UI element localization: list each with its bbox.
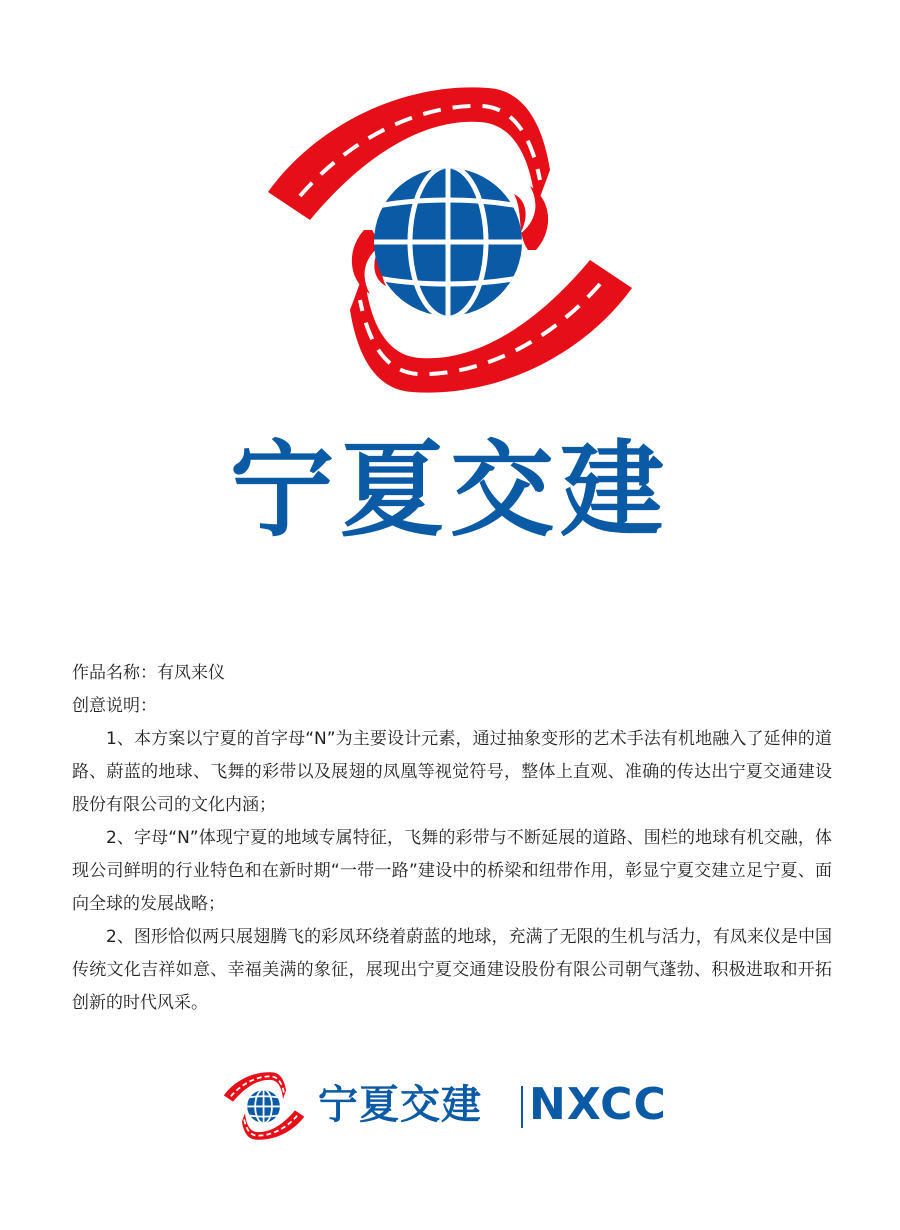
work-name: 作品名称：有凤来仪 <box>72 663 225 683</box>
description-paragraph: 2、图形恰似两只展翅腾飞的彩凤环绕着蔚蓝的地球，充满了无限的生机与活力，有凤来仪是中国传统文化吉祥如意、幸福美满的象征，展现出宁夏交通建设股份有限公司朝气蓬勃、积极进取和开拓创新的时代风采。 <box>72 927 832 1013</box>
nxcc-road-globe-logo-icon <box>260 80 640 400</box>
description-paragraph: 2、字母“N”体现宁夏的地域专属特征，飞舞的彩带与不断延展的道路、围栏的地球有机交融，体现公司鲜明的行业特色和在新时期“一带一路”建设中的桥梁和纽带作用，彰显宁夏交建立足宁夏、面向全球的发展战略； <box>72 828 832 914</box>
footer-lockup <box>222 1070 692 1140</box>
footer-brand-abbr: NXCC <box>529 1079 667 1130</box>
footer-brand-name: 宁夏交建 <box>318 1082 482 1128</box>
description-block <box>72 657 832 1020</box>
description-paragraph: 1、本方案以宁夏的首字母“N”为主要设计元素，通过抽象变形的艺术手法有机地融入了延伸的道路、蔚蓝的地球、飞舞的彩带以及展翅的凤凰等视觉符号，整体上直观、准确的传达出宁夏交通建设股份有限公司的文化内涵； <box>72 729 832 815</box>
brand-title: 宁夏交建 <box>229 429 670 551</box>
nxcc-mini-logo-icon <box>222 1070 306 1142</box>
creative-label: 创意说明： <box>72 696 157 716</box>
footer-divider <box>521 1086 523 1128</box>
